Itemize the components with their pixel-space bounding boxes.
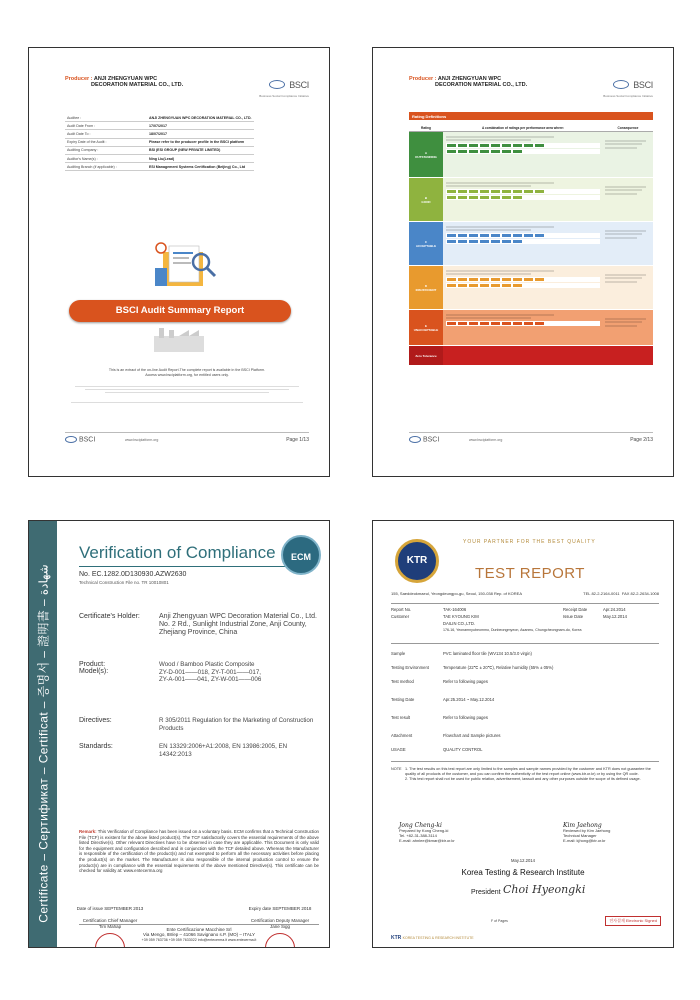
documents-illustration-icon: [149, 238, 229, 298]
president-label: President: [471, 889, 501, 896]
ktr-address: 155, Saeddeokmaeul, Yeongdeungpo-gu, Seoul, 150-038 Rep. of KOREA: [391, 591, 522, 596]
bsci-logo: BSCI Business Social Compliance Initiative: [603, 79, 653, 98]
audit-row: Auditee : ANJI ZHENGYUAN WPC DECORATION MATERIAL CO., LTD.: [65, 114, 254, 122]
ecm-certificate: [28, 520, 330, 948]
ktr-tel-fax: TEL 82-2-2164-0011 FAX 82-2-2634-1008: [583, 591, 659, 596]
rating-label: Zero Tolerance: [409, 346, 443, 365]
fine-print-lines: [65, 384, 309, 395]
technical-file-number: Technical Construction File no. TR 10010801: [79, 580, 169, 585]
producer-label: Producer :: [65, 76, 93, 82]
customer-row: Customer TAE KYOUNG KIM: [391, 614, 479, 619]
institute-name: Korea Testing & Research Institute: [461, 868, 585, 877]
certificate-side-strip: [29, 521, 57, 947]
bsci-rating-page: [372, 47, 674, 477]
audit-row: Auditing Company : BSI (ESI GROUP (NEW PRIVATE LIMITED): [65, 146, 254, 154]
method-row: Test method Refer to following pages: [391, 679, 488, 684]
testing-date-row: Testing Date Apr.25.2014 ~ May.12.2014: [391, 697, 495, 702]
fine-print-line: [65, 400, 309, 405]
bsci-footer: BSCI www.bsciplatform.org Page 2/13: [409, 432, 653, 446]
president-signature: Choi Hyeongki: [503, 883, 586, 896]
page-number: Page 2/13: [630, 437, 653, 443]
rating-row: [409, 178, 653, 222]
certificate-title: Verification of Compliance: [79, 543, 276, 562]
bsci-cover-page: [28, 47, 330, 477]
rating-label: B GOOD: [409, 178, 443, 221]
deputy-manager-signature: Expiry date SEPTEMBER 2018 Certification Deputy Manager Jane Sigg: [235, 906, 325, 948]
title-underline: [79, 566, 309, 567]
field-holder: Certificate's Holder: Anji Zhengyuan WPC Decoration Material Co., Ltd. No. 2 Rd., Sunlight Industrial Zone, Anji County, Zhejiang Province, China: [79, 613, 317, 636]
usage-row: USAGE QUALITY CONTROL: [391, 747, 483, 752]
report-number-row: Report No. TAK-164006: [391, 607, 467, 612]
producer-name-line1: ANJI ZHENGYUAN WPC: [93, 76, 158, 82]
issue-date-row: Issue Date May.12.2014: [563, 614, 627, 619]
report-title-ribbon: BSCI Audit Summary Report: [69, 300, 291, 322]
rating-label: C ACCEPTABLE: [409, 222, 443, 265]
report-notes: NOTE 1. The test results on this test report are only limited to the samples and sample names provided by the customer and KTR does not guarantee the quality of all products of the customer, and you can confirm the authenticity of the test report online (www.ktr.or.kr) or by using the QR code. 2. This test report shall not be used for public relation, advertisement, lawsuit and any other purposes outside the scope of its defined usage.: [391, 767, 651, 781]
bsci-header: Producer : ANJI ZHENGYUAN WPC DECORATION MATERIAL CO., LTD. BSCI Business Social Compliance Initiative: [409, 76, 653, 98]
page-number: Page 1/13: [286, 437, 309, 443]
producer-name-line2: DECORATION MATERIAL CO., LTD.: [91, 82, 184, 88]
ktr-logo-icon: KTR: [395, 539, 439, 583]
rating-row: [409, 266, 653, 310]
rating-row: [409, 222, 653, 266]
ecm-logo-icon: ECM: [281, 535, 321, 575]
audit-row: Audit Date To : 18/07/2017: [65, 130, 254, 138]
ecm-footer: Ente Certificazione Macchine Srl Via Mengo, 88/ep – 41066 Savignano s.P. (MO) – ITALY +39 059 763736 +39 059 7633022 info@entecerma.it www.entecerma.it: [79, 924, 319, 944]
rating-row: [409, 346, 653, 366]
audit-row: Audit Date From : 17/07/2017: [65, 122, 254, 130]
audit-row: Auditing Branch (if applicable) : ESI Management Systems Certification (Beijing) Co., Ltd: [65, 163, 254, 171]
reviewed-by-block: Kim Jaehong Reviewed by Kim Jaehong Technical Manager E-mail: kjhong@ktr.or.kr: [563, 822, 611, 843]
factory-icon: [149, 324, 209, 354]
rating-row: [409, 132, 653, 178]
bsci-logo-icon: [613, 80, 629, 89]
prepared-by-block: Jong Cheng-ki Prepared by Kong Cheng-ki Tel. +82-31-388-3114 E-mail: ahnlee@kmar@ktr.or.kr: [399, 822, 455, 843]
ktr-test-report: [372, 520, 674, 948]
extract-notice: This is an extract of the on-line Audit Report.The complete report is available in the BSCI Platform. Access www.bsciplatform.org, for entitled users only.: [108, 368, 266, 377]
chief-manager-signature: Date of issue SEPTEMBER 2013 Certification Chief Manager Tim Mahap: [65, 906, 155, 948]
audit-info-table: [65, 114, 254, 171]
page-marks: F of Pages: [491, 919, 508, 923]
result-row: Test result Refer to following pages: [391, 715, 488, 720]
rating-definitions-title: Rating Definitions: [409, 112, 653, 120]
report-date: May.12.2014: [511, 858, 535, 863]
bsci-logo-icon: [269, 80, 285, 89]
field-directives: Directives: R 305/2011 Regulation for the Marketing of Construction Products: [79, 717, 314, 732]
attachment-row: Attachment Flowchart and Sample pictures: [391, 733, 501, 738]
environment-row: Testing Environment Temperature (22℃ ± 20℃), Relative humidity (55% ± 05%): [391, 665, 554, 670]
remark-paragraph: Remark: This Verification of Compliance has been issued on a voluntary basis. ECM confirms that a Technical Construction File (TCF) is existent for the above listed product(s). The TCF satisfactorily covers the essential requirements of the above listed Directive(s). Other relevant Directives have to be observed in case they are applicable. This Document is only valid for the equipment and configuration described and in conjunction with the TCF detailed above. Whereas the Manufacturer is responsible of the certification of the product(s) and not exempted to perform all the necessary activities before placing the product(s) on the market. The Manufacturer is also responsible of the internal production control to ensure the product(s) are in compliance with the essential requirements of the above mentioned Directive(s). This certificate can be checked for validity at: www.entecerma.org: [79, 829, 319, 874]
certificate-vertical-text: Certificate – Сертификат – Certificat – 증명서 – 證明書 – شهادة: [36, 564, 51, 923]
ktr-footer-logo: KTR KOREA TESTING & RESEARCH INSTITUTE: [391, 935, 474, 941]
electronic-signed-stamp: 전자결재 Electronic Signed: [605, 916, 661, 926]
receipt-date-row: Receipt Date Apr.24.2014: [563, 607, 626, 612]
bsci-footer-logo-icon: [65, 436, 77, 443]
certificate-number: No. EC.1282.0D130930.AZW2630: [79, 571, 187, 578]
field-product: Product: Model(s): Wood / Bamboo Plastic Composite ZY-D-001——018, ZY-T-001——017, ZY-A-001——041, ZY-W-001——006: [79, 661, 262, 684]
rating-label: E UNACCEPTABLE: [409, 310, 443, 345]
bsci-header: [65, 76, 309, 102]
rating-label: D INSUFFICIENT: [409, 266, 443, 309]
report-title: TEST REPORT: [475, 565, 585, 582]
bsci-footer: BSCI www.bsciplatform.org Page 1/13: [65, 432, 309, 446]
field-standards: Standards: EN 13329:2006+A1:2008, EN 13986:2005, EN 14342:2013: [79, 743, 288, 758]
rating-table: [409, 124, 653, 366]
ktr-slogan: YOUR PARTNER FOR THE BEST QUALITY: [463, 539, 596, 545]
audit-row: Auditor's Name(s) : Ning Liu(Lead): [65, 154, 254, 162]
audit-row: Expiry Date of the Audit : Please refer to the producer profile in the BSCI platform: [65, 138, 254, 146]
bsci-footer-logo-icon: [409, 436, 421, 443]
rating-row: [409, 310, 653, 346]
customer-address-row: 176-16, Yeonamnyubeommo, Dunbeongmyeon, Asanmu, Chungcheongnam-do, Korea: [443, 628, 582, 632]
sample-row: Sample PVC laminated floor tile (WV134 10.5/3.0 virgin): [391, 651, 532, 656]
rating-table-header: Rating A combination of ratings per performance area where: Consequence: [409, 124, 653, 132]
bsci-logo: BSCI Business Social Compliance Initiative: [259, 79, 309, 98]
customer-company-row: DAILIN CO.,LTD.: [443, 621, 476, 626]
rating-label: A OUTSTANDING: [409, 132, 443, 177]
